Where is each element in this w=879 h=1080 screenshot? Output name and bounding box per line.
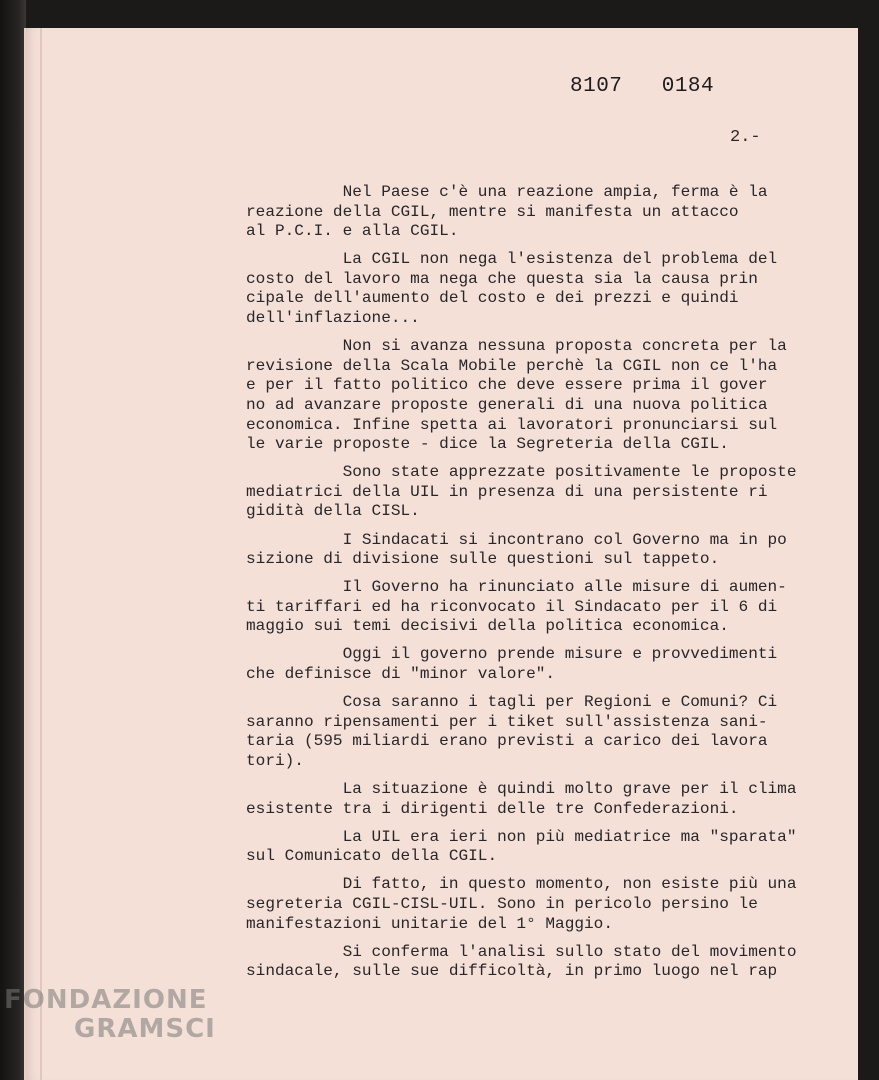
- text-line: esistente tra i dirigenti delle tre Confederazioni.: [246, 799, 739, 818]
- text-line: tori).: [246, 751, 304, 770]
- typed-body-text: [246, 183, 806, 990]
- paragraph: [246, 463, 806, 522]
- text-line: La UIL era ieri non più mediatrice ma "sparata": [246, 827, 797, 846]
- text-line: reazione della CGIL, mentre si manifesta un attacco: [246, 202, 739, 221]
- paragraph: [246, 578, 806, 637]
- text-line: Cosa saranno i tagli per Regioni e Comuni? Ci: [246, 693, 778, 712]
- document-page: [24, 28, 858, 1080]
- page-edge-line: [40, 28, 42, 1080]
- watermark-line-2: GRAMSCI: [74, 1014, 216, 1044]
- paragraph: [246, 250, 806, 328]
- text-line: no ad avanzare proposte generali di una nuova politica: [246, 395, 768, 414]
- text-line: gidità della CISL.: [246, 502, 420, 521]
- paragraph: [246, 943, 806, 982]
- paragraph: [246, 531, 806, 570]
- document-reference-number: 8107 0184: [570, 75, 715, 98]
- text-line: taria (595 miliardi erano previsti a carico dei lavora: [246, 732, 768, 751]
- text-line: La situazione è quindi molto grave per il clima: [246, 780, 797, 799]
- text-line: sizione di divisione sulle questioni sul tappeto.: [246, 550, 720, 569]
- text-line: La CGIL non nega l'esistenza del problema del: [246, 250, 778, 269]
- text-line: Si conferma l'analisi sullo stato del movimento: [246, 942, 797, 961]
- text-line: dell'inflazione...: [246, 309, 420, 328]
- text-line: sindacale, sulle sue difficoltà, in primo luogo nel rap: [246, 962, 778, 981]
- text-line: revisione della Scala Mobile perchè la CGIL non ce l'ha: [246, 356, 778, 375]
- text-line: saranno ripensamenti per i tiket sull'assistenza sani-: [246, 712, 768, 731]
- text-line: Non si avanza nessuna proposta concreta per la: [246, 337, 787, 356]
- text-line: Sono state apprezzate positivamente le proposte: [246, 463, 797, 482]
- text-line: manifestazioni unitarie del 1° Maggio.: [246, 914, 613, 933]
- text-line: segreteria CGIL-CISL-UIL. Sono in pericolo persino le: [246, 895, 758, 913]
- page-number: 2.-: [730, 128, 761, 147]
- text-line: Nel Paese c'è una reazione ampia, ferma è la: [246, 183, 768, 201]
- paragraph: [246, 645, 806, 684]
- text-line: ti tariffari ed ha riconvocato il Sindacato per il 6 di: [246, 597, 778, 616]
- text-line: che definisce di "minor valore".: [246, 665, 556, 684]
- text-line: economica. Infine spetta ai lavoratori pronunciarsi sul: [246, 415, 778, 434]
- text-line: cipale dell'aumento del costo e dei prezzi e quindi: [246, 289, 739, 308]
- paragraph: [246, 337, 806, 455]
- text-line: maggio sui temi decisivi della politica economica.: [246, 617, 729, 636]
- text-line: I Sindacati si incontrano col Governo ma in po: [246, 530, 787, 549]
- text-line: al P.C.I. e alla CGIL.: [246, 222, 459, 241]
- paragraph: [246, 828, 806, 867]
- paragraph: [246, 183, 806, 242]
- text-line: mediatrici della UIL in presenza di una persistente ri: [246, 482, 768, 501]
- paragraph: [246, 693, 806, 771]
- text-line: costo del lavoro ma nega che questa sia la causa prin: [246, 269, 758, 288]
- text-line: Di fatto, in questo momento, non esiste più una: [246, 875, 797, 894]
- text-line: le varie proposte - dice la Segreteria della CGIL.: [246, 435, 729, 454]
- text-line: e per il fatto politico che deve essere prima il gover: [246, 376, 768, 395]
- paragraph: [246, 780, 806, 819]
- text-line: Oggi il governo prende misure e provvedimenti: [246, 645, 778, 664]
- text-line: sul Comunicato della CGIL.: [246, 847, 498, 866]
- watermark-line-1: FONDAZIONE: [4, 985, 208, 1015]
- scan-background-edge: [0, 0, 26, 1080]
- paragraph: [246, 875, 806, 934]
- text-line: Il Governo ha rinunciato alle misure di aumen-: [246, 578, 787, 597]
